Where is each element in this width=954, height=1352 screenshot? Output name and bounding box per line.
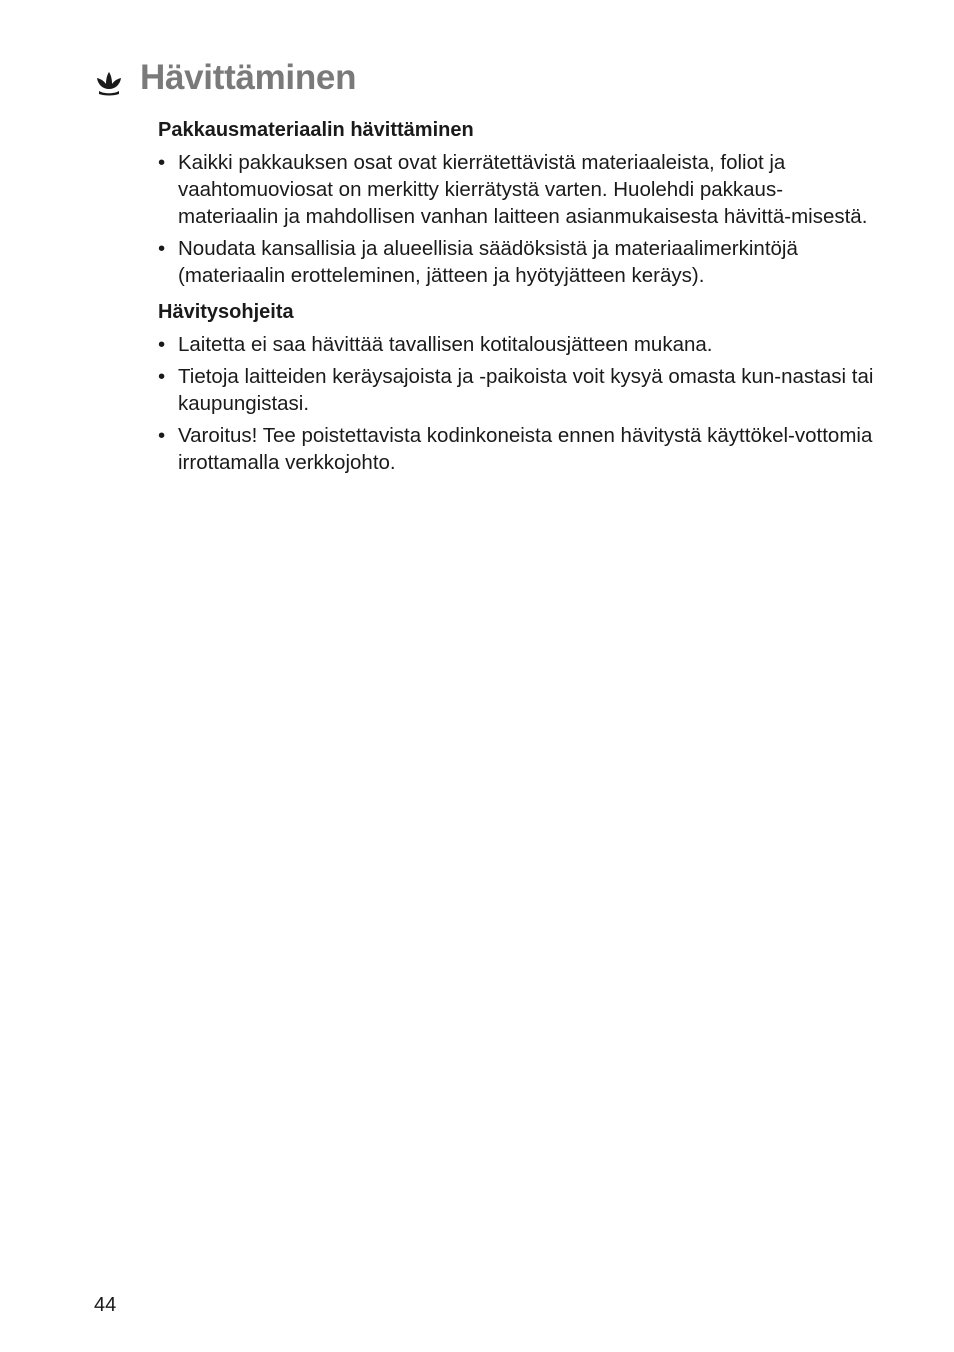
list-item <box>158 422 878 476</box>
list-item <box>158 331 878 358</box>
list-item <box>158 235 878 289</box>
list-item-text: Varoitus! Tee poistettavista kodinkoneista ennen hävitystä käyttökel-vottomia irrottamalla verkkojohto. <box>178 424 873 474</box>
section-heading: Pakkausmateriaalin hävittäminen <box>158 119 474 141</box>
section-packaging-disposal <box>158 116 878 289</box>
list-item-text: Tietoja laitteiden keräysajoista ja -paikoista voit kysyä omasta kun-nastasi tai kaupungistasi. <box>178 365 874 415</box>
list-item-text: Kaikki pakkauksen osat ovat kierrätettävistä materiaaleista, foliot ja vaahtomuoviosat on merkitty kierrätystä varten. Huolehdi pakkaus-materiaalin ja mahdollisen vanhan laitteen asianmukaisesta hävittä-misestä. <box>178 151 868 228</box>
bullet-list <box>158 149 878 289</box>
page-number: 44 <box>94 1294 117 1316</box>
bullet-marker: • <box>158 424 166 447</box>
recycle-flower-icon <box>94 67 124 97</box>
section-disposal-instructions <box>158 298 878 476</box>
bullet-marker: • <box>158 237 166 260</box>
bullet-list <box>158 331 878 476</box>
bullet-marker: • <box>158 333 166 356</box>
page-title: Hävittäminen <box>140 58 357 97</box>
page-header <box>94 58 356 98</box>
section-heading: Hävitysohjeita <box>158 301 294 323</box>
document-body <box>158 116 878 481</box>
list-item <box>158 363 878 417</box>
list-item-text: Laitetta ei saa hävittää tavallisen kotitalousjätteen mukana. <box>178 333 713 356</box>
list-item <box>158 149 878 230</box>
list-item-text: Noudata kansallisia ja alueellisia säädöksistä ja materiaalimerkintöjä (materiaalin erotteleminen, jätteen ja hyötyjätteen keräys). <box>178 237 798 287</box>
bullet-marker: • <box>158 365 166 388</box>
bullet-marker: • <box>158 151 166 174</box>
